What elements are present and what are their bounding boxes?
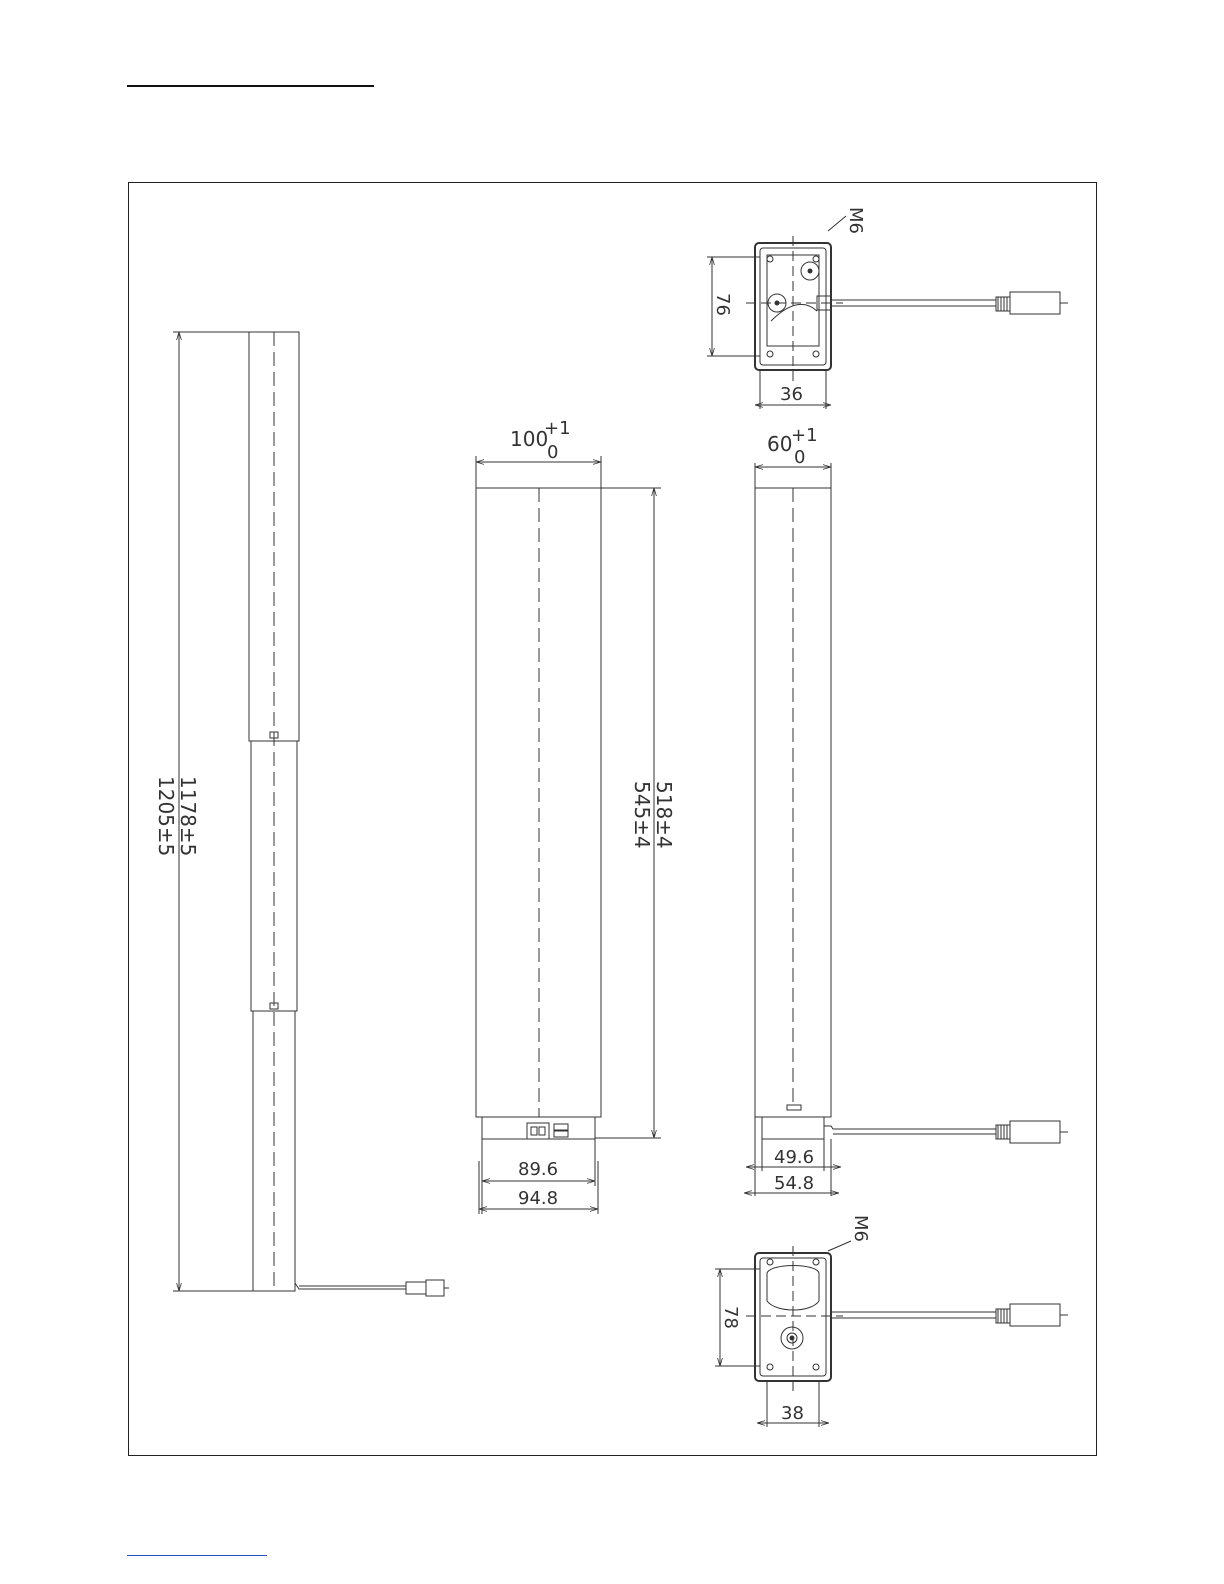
front-connector <box>527 1123 549 1139</box>
footer-link-underline <box>127 1555 267 1556</box>
dim-76: 76 <box>712 293 733 316</box>
telescopic-column-view <box>173 332 449 1296</box>
dim-49-6: 49.6 <box>774 1147 815 1168</box>
side-cable <box>824 1126 996 1129</box>
dim-100-tol-minus: 0 <box>547 442 559 463</box>
dim-60-tol-minus: 0 <box>794 447 806 468</box>
dim-36: 36 <box>780 384 803 405</box>
side-view <box>744 463 1068 1196</box>
bottom-thread-label: M6 <box>850 1215 871 1242</box>
dim-518: 518±4 <box>652 781 676 849</box>
dim-545: 545±4 <box>630 781 654 849</box>
side-body <box>755 488 831 1117</box>
dim-60: 60 <box>767 432 793 456</box>
dim-60-tol-plus: +1 <box>791 425 818 446</box>
top-plan-view <box>707 216 1068 409</box>
drawing-frame <box>128 182 1097 1456</box>
dim-100: 100 <box>510 427 549 451</box>
side-plug <box>1010 1121 1060 1143</box>
dim-1178: 1178±5 <box>176 776 200 857</box>
column-plug <box>406 1282 426 1294</box>
dim-38: 38 <box>781 1403 804 1424</box>
bottom-plug <box>1010 1304 1060 1326</box>
side-base <box>762 1117 824 1139</box>
front-body <box>476 488 601 1117</box>
technical-drawing <box>129 183 1098 1457</box>
dim-94-8: 94.8 <box>518 1188 559 1209</box>
bottom-plan-view <box>715 1241 1068 1427</box>
dim-54-8: 54.8 <box>774 1173 815 1194</box>
top-plug <box>1010 292 1060 314</box>
dim-89-6: 89.6 <box>518 1159 559 1180</box>
dim-1205: 1205±5 <box>154 776 178 857</box>
dim-78: 78 <box>720 1306 741 1329</box>
dim-100-tol-plus: +1 <box>544 418 571 439</box>
top-thread-label: M6 <box>845 207 866 234</box>
bottom-plate-outer <box>755 1253 831 1381</box>
header-underline <box>127 85 374 87</box>
